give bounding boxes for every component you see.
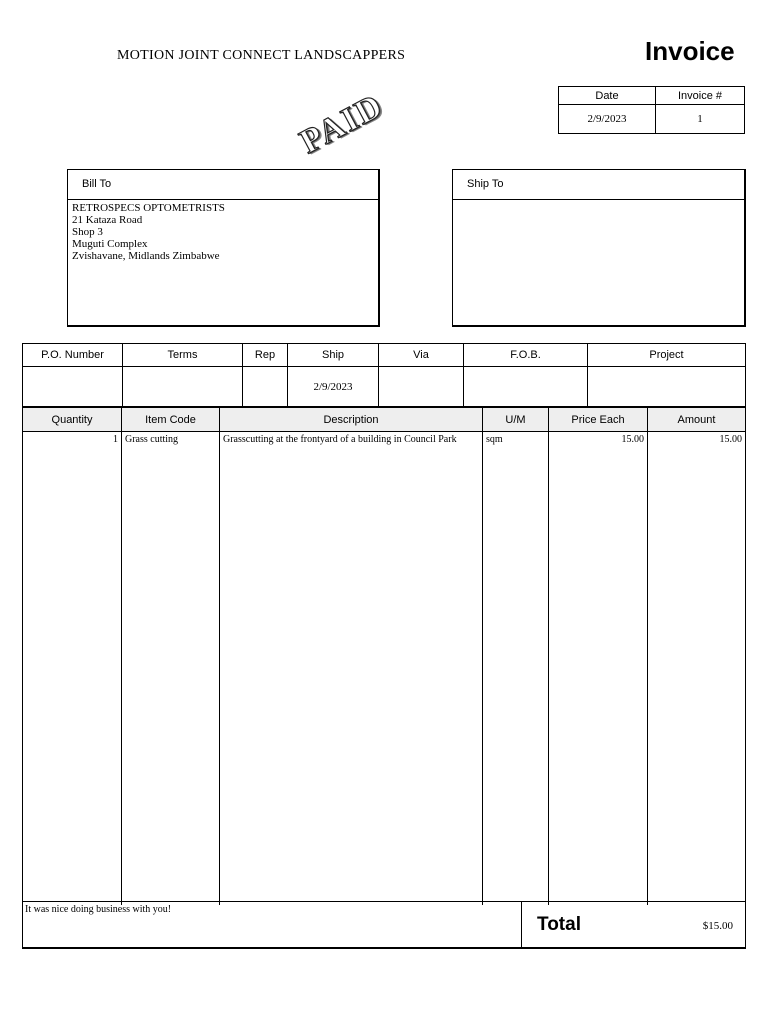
item-amount: 15.00 <box>648 432 746 906</box>
total-label: Total <box>537 914 581 935</box>
bill-to-line: RETROSPECS OPTOMETRISTS <box>72 202 225 214</box>
items-header-row <box>23 408 746 432</box>
rep-header: Rep <box>243 344 288 367</box>
footer-message: It was nice doing business with you! <box>25 904 172 915</box>
project-value <box>588 367 746 407</box>
ship-to-label: Ship To <box>453 170 744 200</box>
bill-to-address <box>68 200 378 264</box>
bill-to-line: 21 Kataza Road <box>72 214 143 226</box>
via-value <box>379 367 464 407</box>
invoice-number-header: Invoice # <box>656 87 745 105</box>
bill-to-label: Bill To <box>68 170 378 200</box>
project-header: Project <box>588 344 746 367</box>
order-info-table <box>22 343 746 407</box>
table-row <box>23 432 746 906</box>
invoice-footer <box>22 901 746 949</box>
terms-header: Terms <box>123 344 243 367</box>
paid-stamp: PAID <box>294 86 390 162</box>
terms-value <box>123 367 243 407</box>
price-each-header: Price Each <box>549 408 648 432</box>
invoice-number-value: 1 <box>656 105 745 134</box>
total-value: $15.00 <box>702 920 733 932</box>
bill-to-box <box>67 169 380 327</box>
document-title: Invoice <box>645 36 735 66</box>
date-value: 2/9/2023 <box>559 105 656 134</box>
item-um: sqm <box>483 432 549 906</box>
item-description: Grasscutting at the frontyard of a building in Council Park <box>220 432 483 906</box>
invoice-meta-table <box>558 86 745 134</box>
description-header: Description <box>220 408 483 432</box>
ship-to-address <box>453 200 744 204</box>
via-header: Via <box>379 344 464 367</box>
bill-to-line: Zvishavane, Midlands Zimbabwe <box>72 250 220 262</box>
company-name: MOTION JOINT CONNECT LANDSCAPPERS <box>117 48 406 63</box>
item-code: Grass cutting <box>122 432 220 906</box>
quantity-header: Quantity <box>23 408 122 432</box>
po-number-header: P.O. Number <box>23 344 123 367</box>
bill-to-line: Shop 3 <box>72 226 103 238</box>
po-number-value <box>23 367 123 407</box>
ship-header: Ship <box>288 344 379 367</box>
um-header: U/M <box>483 408 549 432</box>
item-price-each: 15.00 <box>549 432 648 906</box>
bill-to-line: Muguti Complex <box>72 238 148 250</box>
ship-date-value: 2/9/2023 <box>288 367 379 407</box>
amount-header: Amount <box>648 408 746 432</box>
fob-value <box>464 367 588 407</box>
ship-to-box <box>452 169 746 327</box>
footer-divider <box>521 902 522 948</box>
item-quantity: 1 <box>23 432 122 906</box>
rep-value <box>243 367 288 407</box>
date-header: Date <box>559 87 656 105</box>
line-items-table <box>22 407 746 905</box>
fob-header: F.O.B. <box>464 344 588 367</box>
item-code-header: Item Code <box>122 408 220 432</box>
